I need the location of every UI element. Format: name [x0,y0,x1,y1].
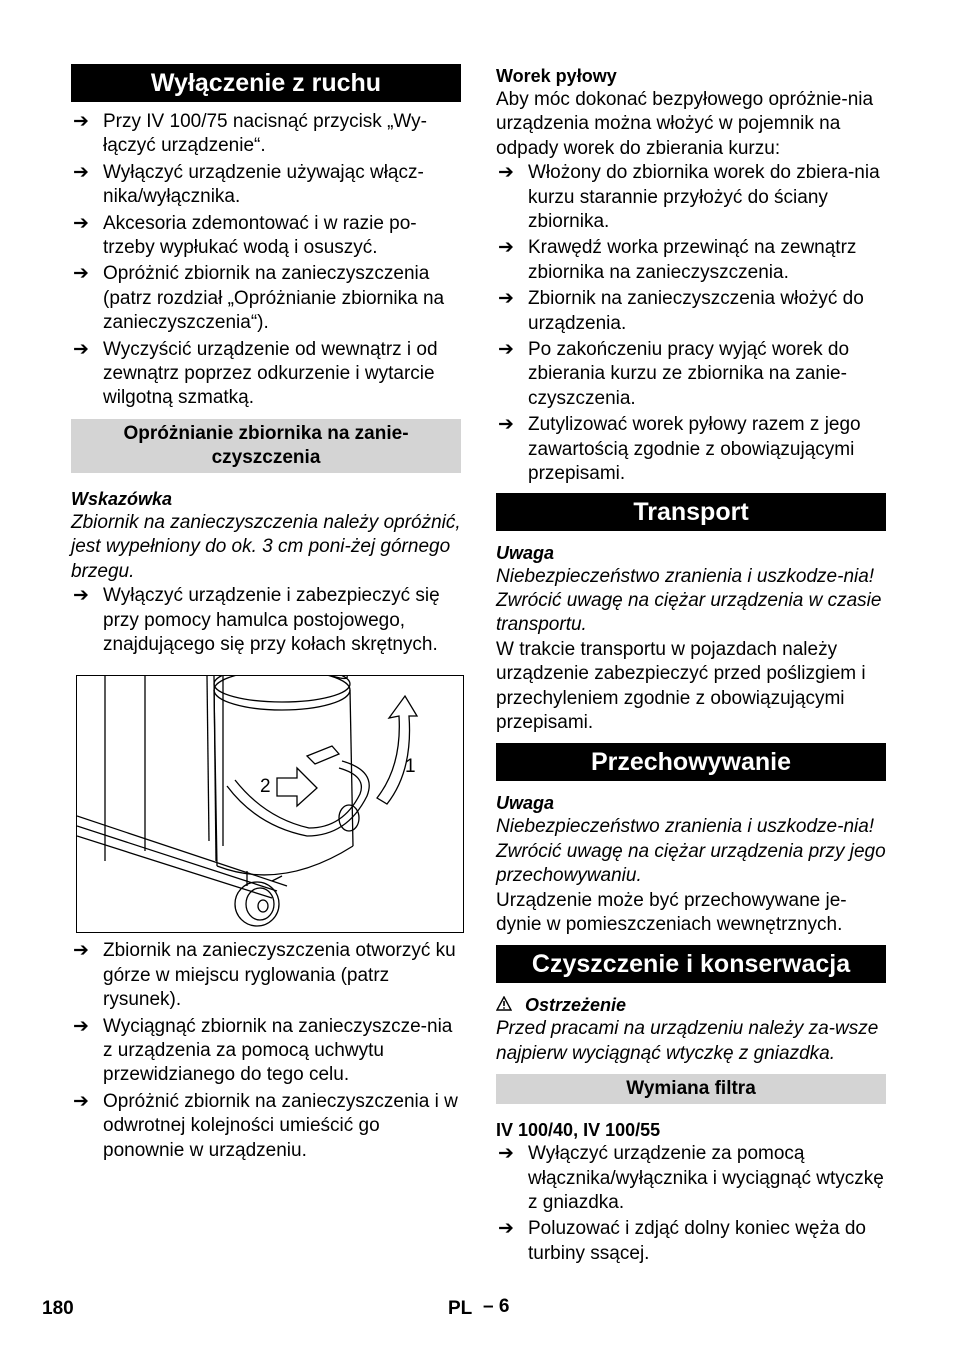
list-item: ➔ Wyciągnąć zbiornik na zanieczyszcze-nia z urządzenia za pomocą uchwytu przewidzianego do tego celu. [73,1015,453,1086]
warning-title-row [496,993,886,1017]
list-item: ➔ Przy IV 100/75 nacisnąć przycisk „Wy-łączyć urządzenie“. [73,111,427,157]
arrow-right-icon: ➔ [498,1143,514,1165]
heading-transport: Transport [496,493,886,531]
list-item: ➔ Wyczyścić urządzenie od wewnątrz i od zewnątrz poprzez odkurzenie i wytarcie wilgotną szmatką. [73,338,438,409]
heading-cleaning: Czyszczenie i konserwacja [496,945,886,983]
arrow-right-icon: ➔ [73,1090,89,1112]
list-item: ➔ Opróżnić zbiornik na zanieczyszczenia (patrz rozdział „Opróżnianie zbiornika na zanieczyszczenia“). [73,263,445,334]
transport-note-text: Niebezpieczeństwo zranienia i uszkodze-nia! Zwrócić uwagę na ciężar urządzenia w czasie transportu. [496,565,882,636]
list-item: ➔ Zbiornik na zanieczyszczenia włożyć do urządzenia. [498,288,864,334]
arrow-right-icon: ➔ [498,414,514,436]
list-item: ➔ Po zakończeniu pracy wyjąć worek do zbierania kurzu ze zbiornika na zanie-czyszczenia. [498,339,850,409]
heading-shutdown: Wyłączenie z ruchu [71,64,461,102]
arrow-right-icon: ➔ [498,288,514,310]
list-item: ➔ Włożony do zbiornika worek do zbiera-nia kurzu starannie przyłożyć do ściany zbiornika. [498,162,880,233]
note-text: Zbiornik na zanieczyszczenia należy opróżnić, jest wypełniony do ok. 3 cm poni-żej górnego brzegu. [71,511,461,582]
figure-tank-removal [76,675,464,933]
language-code: PL [448,1298,473,1319]
heading-filter-replacement: Wymiana filtra [496,1074,886,1104]
note-title: Wskazówka [71,488,173,509]
storage-text: Urządzenie może być przechowywane je-dynie w pomieszczeniach wewnętrznych. [496,889,847,935]
list-item: ➔ Wyłączyć urządzenie używając włącz-nika/wyłącznika. [73,161,424,208]
arrow-right-icon: ➔ [498,339,514,361]
arrow-right-icon: ➔ [73,338,89,360]
figure-label-2: 2 [260,776,271,798]
storage-note-title: Uwaga [496,793,555,814]
arrow-right-icon: ➔ [73,1015,89,1037]
page-number: 180 [42,1298,74,1319]
figure-label-1: 1 [405,756,416,778]
dust-bag-intro: Aby móc dokonać bezpyłowego opróżnie-nia urządzenia można włożyć w pojemnik na odpady worek do zbierania kurzu: [496,89,874,159]
list-item: ➔ Opróżnić zbiornik na zanieczyszczenia i w odwrotnej kolejności umieścić go ponownie w urządzeniu. [73,1090,458,1161]
list-item: ➔ Akcesoria zdemontować i w razie po-trzeby wypłukać wodą i osuszyć. [73,212,417,259]
warning-text: Przed pracami na urządzeniu należy za-wsze najpierw wyciągnąć wtyczkę z gniazdka. [496,1018,879,1064]
heading-models: IV 100/40, IV 100/55 [496,1120,661,1141]
heading-storage: Przechowywanie [496,743,886,781]
arrow-right-icon: ➔ [498,162,514,184]
sub-page-number: – 6 [483,1296,510,1317]
list-item: ➔ Wyłączyć urządzenie za pomocą włącznika/wyłącznika i wyciągnąć wtyczkę z gniazdka. [498,1143,884,1213]
arrow-right-icon: ➔ [498,1218,514,1240]
arrow-right-icon: ➔ [73,111,89,132]
brake-list [71,584,461,657]
list-item: ➔ Zbiornik na zanieczyszczenia otworzyć ku górze w miejscu ryglowania (patrz rysunek). [73,940,456,1011]
list-item: ➔ Zutylizować worek pyłowy razem z jego zawartością zgodnie z obowiązującymi przepisami. [498,414,861,485]
emptying-list [71,939,461,1163]
warning-title: Ostrzeżenie [525,995,627,1016]
right-column [496,64,886,1268]
arrow-right-icon: ➔ [73,161,89,183]
left-column [71,64,461,1165]
filter-list [496,1142,886,1266]
arrow-right-icon: ➔ [73,585,89,607]
list-item: ➔ Poluzować i zdjąć dolny koniec węża do turbiny ssącej. [498,1218,866,1264]
list-item: ➔ Krawędź worka przewinąć na zewnątrz zbiornika na zanieczyszczenia. [498,237,857,283]
storage-note-text: Niebezpieczeństwo zranienia i uszkodze-nia! Zwrócić uwagę na ciężar urządzenia przy jego przechowywaniu. [496,816,886,887]
arrow-right-icon: ➔ [73,212,89,234]
arrow-right-icon: ➔ [73,263,89,285]
warning-triangle-icon [496,993,514,1017]
arrow-right-icon: ➔ [498,237,514,259]
heading-dust-bag: Worek pyłowy [496,66,617,86]
list-item: ➔ Wyłączyć urządzenie i zabezpieczyć się przy pomocy hamulca postojowego, znajdującego się przy kołach skrętnych. [73,585,440,655]
dust-bag-list [496,161,886,486]
shutdown-list [71,110,461,411]
tank-illustration [77,676,463,932]
arrow-right-icon: ➔ [73,940,89,962]
transport-text: W trakcie transportu w pojazdach należy urządzenie zabezpieczyć przed poślizgiem i przechyleniem zgodnie z obowiązującymi przepisami. [496,638,866,733]
heading-emptying-tank: Opróżnianie zbiornika na zanie-czyszczenia [71,419,461,473]
transport-note-title: Uwaga [496,542,555,563]
